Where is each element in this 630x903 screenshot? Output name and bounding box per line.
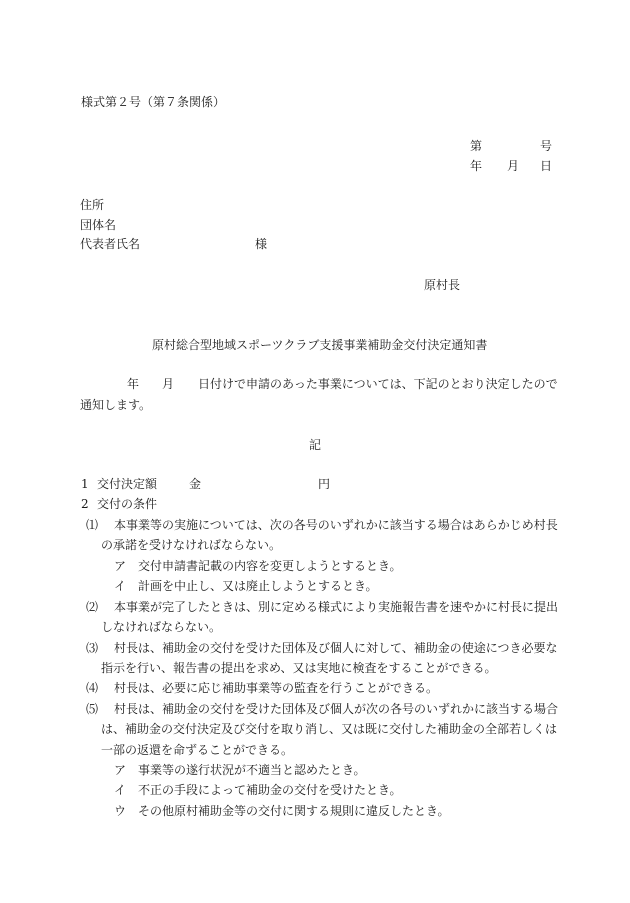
condition1-a-mark: ア: [114, 559, 127, 573]
condition5-a-mark: ア: [114, 763, 127, 777]
doc-number-dai: 第: [470, 139, 483, 153]
document-title: 原村総合型地域スポーツクラブ支援事業補助金交付決定通知書: [152, 338, 488, 352]
condition1-a: 交付申請書記載の内容を変更しようとするとき。: [138, 559, 402, 573]
form-number: 様式第２号（第７条関係）: [81, 95, 226, 109]
condition2-line2: しなければならない。: [101, 620, 222, 634]
honorific-sama: 様: [255, 237, 268, 251]
item2-label: 交付の条件: [97, 497, 158, 511]
condition1-line2: の承諾を受けなければならない。: [101, 538, 282, 552]
intro-month: 月: [162, 377, 175, 391]
intro-line1: 日付けで申請のあった事業については、下記のとおり決定したので: [198, 377, 558, 391]
condition3-line2: 指示を行い、報告書の提出を求め、又は実地に検査をすることができる。: [101, 661, 497, 675]
item1-kin: 金: [189, 477, 202, 491]
condition1-line1: 本事業等の実施については、次の各号のいずれかに該当する場合はあらかじめ村長: [114, 518, 558, 532]
condition1-i: 計画を中止し、又は廃止しようとするとき。: [138, 579, 378, 593]
address-label: 住所: [80, 198, 105, 212]
date-month: 月: [507, 159, 520, 173]
condition5-line2: は、補助金の交付決定及び交付を取り消し、又は既に交付した補助金の全部若しくは: [101, 722, 558, 736]
condition5-line1: 村長は、補助金の交付を受けた団体及び個人が次の各号のいずれかに該当する場合: [114, 702, 559, 716]
condition5-u: その他原村補助金等の交付に関する規則に違反したとき。: [138, 804, 450, 818]
condition3-line1: 村長は、補助金の交付を受けた団体及び個人に対して、補助金の使途につき必要な: [114, 641, 558, 655]
condition2-line1: 本事業が完了したときは、別に定める様式により実施報告書を速やかに村長に提出: [114, 600, 559, 614]
condition5-number: ⑸: [86, 702, 99, 716]
issuer-name: 原村長: [424, 278, 461, 292]
ki-heading: 記: [309, 438, 322, 452]
condition5-u-mark: ウ: [114, 804, 127, 818]
date-day: 日: [540, 159, 553, 173]
condition5-i-mark: イ: [114, 783, 127, 797]
intro-line2: 通知します。: [80, 398, 152, 412]
item1-number: 1: [81, 477, 89, 491]
doc-number-go: 号: [540, 139, 553, 153]
condition5-a: 事業等の遂行状況が不適当と認めたとき。: [138, 763, 366, 777]
intro-year: 年: [127, 377, 140, 391]
condition1-number: ⑴: [86, 518, 99, 532]
condition3-number: ⑶: [86, 641, 99, 655]
organization-label: 団体名: [80, 218, 117, 232]
condition1-i-mark: イ: [114, 579, 127, 593]
date-year: 年: [470, 159, 483, 173]
condition4-number: ⑷: [86, 681, 99, 695]
condition4-line1: 村長は、必要に応じ補助事業等の監査を行うことができる。: [114, 681, 439, 695]
condition5-i: 不正の手段によって補助金の交付を受けたとき。: [138, 783, 402, 797]
item1-en: 円: [318, 477, 331, 491]
representative-label: 代表者氏名: [80, 237, 141, 251]
condition2-number: ⑵: [86, 600, 99, 614]
item2-number: 2: [81, 497, 89, 511]
item1-label: 交付決定額: [97, 477, 158, 491]
condition5-line3: 一部の返還を命ずることができる。: [101, 743, 294, 757]
